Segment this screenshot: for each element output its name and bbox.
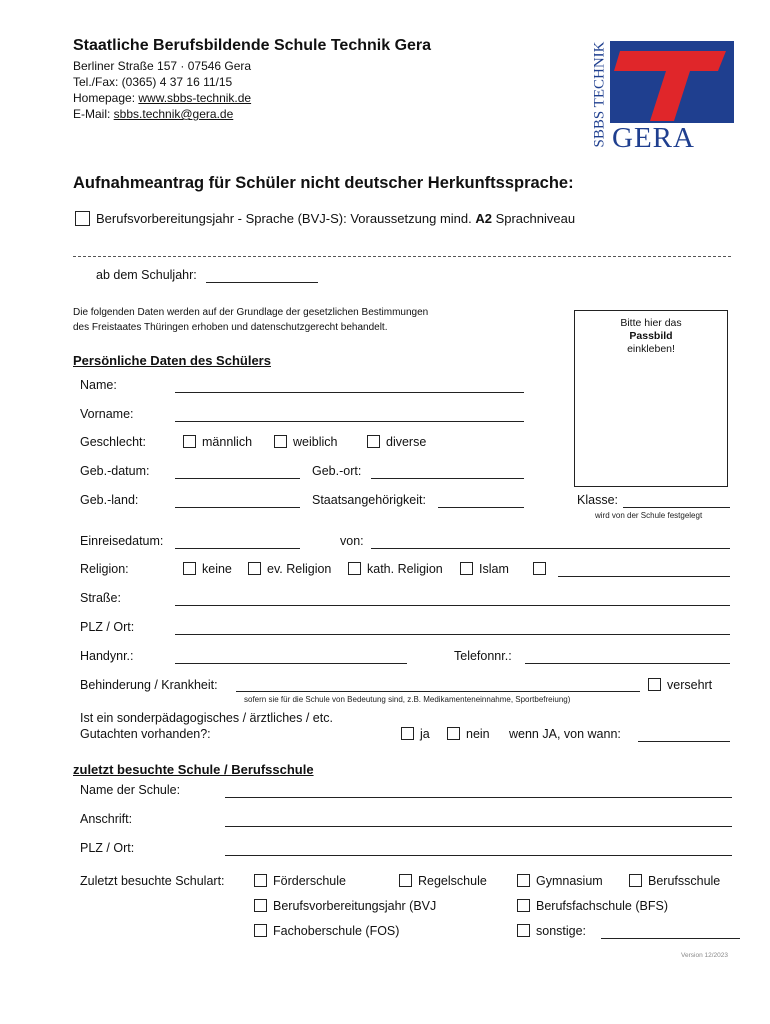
gender-weiblich-checkbox[interactable] xyxy=(274,435,287,448)
fos-checkbox[interactable] xyxy=(254,924,267,937)
wenn-ja-label: wenn JA, von wann: xyxy=(509,727,621,741)
school-year-label: ab dem Schuljahr: xyxy=(96,268,197,282)
geschlecht-label: Geschlecht: xyxy=(80,435,147,449)
gutachten-ja-checkbox[interactable] xyxy=(401,727,414,740)
homepage-link[interactable]: www.sbbs-technik.de xyxy=(138,91,252,105)
behinderung-field[interactable] xyxy=(236,691,640,692)
geb-ort-field[interactable] xyxy=(371,478,524,479)
behinderung-label: Behinderung / Krankheit: xyxy=(80,678,218,692)
von-field[interactable] xyxy=(371,548,730,549)
strasse-field[interactable] xyxy=(175,605,730,606)
religion-keine-checkbox[interactable] xyxy=(183,562,196,575)
handy-field[interactable] xyxy=(175,663,407,664)
school-email: E-Mail: sbbs.technik@gera.de xyxy=(73,107,234,121)
logo-city: GERA xyxy=(612,122,695,154)
school-logo xyxy=(588,36,738,154)
sonstige-field[interactable] xyxy=(601,938,740,939)
regelschule-checkbox[interactable] xyxy=(399,874,412,887)
email-link[interactable]: sbbs.technik@gera.de xyxy=(113,107,234,121)
telefon-label: Telefonnr.: xyxy=(454,649,512,663)
gymnasium-checkbox[interactable] xyxy=(517,874,530,887)
gender-maennlich-label: männlich xyxy=(202,435,253,449)
religion-other-checkbox[interactable] xyxy=(533,562,546,575)
bvj-checkbox[interactable] xyxy=(254,899,267,912)
schulart-label: Zuletzt besuchte Schulart: xyxy=(80,874,225,888)
gutachten-ja-label: ja xyxy=(420,727,430,741)
wenn-ja-field[interactable] xyxy=(638,741,730,742)
sonstige-label: sonstige: xyxy=(536,924,587,938)
personal-heading: Persönliche Daten des Schülers xyxy=(73,353,271,368)
photo-line-1: Bitte hier das xyxy=(620,317,682,329)
gender-diverse-label: diverse xyxy=(386,435,427,449)
photo-line-3: einkleben! xyxy=(627,343,675,355)
handy-label: Handynr.: xyxy=(80,649,134,663)
einreisedatum-field[interactable] xyxy=(175,548,300,549)
gutachten-nein-checkbox[interactable] xyxy=(447,727,460,740)
anschrift-label: Anschrift: xyxy=(80,812,133,826)
vorname-field[interactable] xyxy=(175,421,524,422)
regelschule-label: Regelschule xyxy=(418,874,487,888)
school-year-field[interactable] xyxy=(206,282,318,283)
religion-islam-label: Islam xyxy=(479,562,509,576)
version-label: Version 12/2023 xyxy=(681,952,728,959)
notice-line-1: Die folgenden Daten werden auf der Grundlage der gesetzlichen Bestimmungen xyxy=(73,307,429,318)
school-name: Staatliche Berufsbildende Schule Technik Gera xyxy=(73,37,432,54)
telefon-field[interactable] xyxy=(525,663,730,664)
bfs-checkbox[interactable] xyxy=(517,899,530,912)
strasse-label: Straße: xyxy=(80,591,121,605)
religion-kath-checkbox[interactable] xyxy=(348,562,361,575)
berufsschule-label: Berufsschule xyxy=(648,874,721,888)
geb-land-label: Geb.-land: xyxy=(80,493,139,507)
sonstige-checkbox[interactable] xyxy=(517,924,530,937)
notice-line-2: des Freistaates Thüringen erhoben und datenschutzgerecht behandelt. xyxy=(73,322,388,333)
geb-datum-label: Geb.-datum: xyxy=(80,464,150,478)
separator xyxy=(73,256,731,257)
bvj-s-checkbox[interactable] xyxy=(75,211,90,226)
gutachten-label-2: Gutachten vorhanden?: xyxy=(80,727,211,741)
gutachten-nein-label: nein xyxy=(466,727,490,741)
anschrift-field[interactable] xyxy=(225,826,732,827)
klasse-label: Klasse: xyxy=(577,493,618,507)
foerderschule-checkbox[interactable] xyxy=(254,874,267,887)
staatsangehoerigkeit-field[interactable] xyxy=(438,507,524,508)
school-address: Berliner Straße 157 · 07546 Gera xyxy=(73,59,252,73)
gutachten-label-1: Ist ein sonderpädagogisches / ärztliches / etc. xyxy=(80,711,333,725)
logo-t-shape-icon xyxy=(610,41,734,123)
klasse-field[interactable] xyxy=(623,507,730,508)
religion-keine-label: keine xyxy=(202,562,232,576)
religion-other-field[interactable] xyxy=(558,576,730,577)
school-phone: Tel./Fax: (0365) 4 37 16 11/15 xyxy=(73,75,233,89)
religion-ev-label: ev. Religion xyxy=(267,562,332,576)
versehrt-checkbox[interactable] xyxy=(648,678,661,691)
einreisedatum-label: Einreisedatum: xyxy=(80,534,164,548)
staatsangehoerigkeit-label: Staatsangehörigkeit: xyxy=(312,493,426,507)
gender-maennlich-checkbox[interactable] xyxy=(183,435,196,448)
gender-weiblich-label: weiblich xyxy=(293,435,338,449)
klasse-note: wird von der Schule festgelegt xyxy=(595,511,703,520)
gender-diverse-checkbox[interactable] xyxy=(367,435,380,448)
school-plz-ort-field[interactable] xyxy=(225,855,732,856)
photo-line-2: Passbild xyxy=(629,330,673,342)
logo-vertical-text: SBBS TECHNIK xyxy=(591,41,608,148)
behinderung-note: sofern sie für die Schule von Bedeutung sind, z.B. Medikamenteneinnahme, Sportbefreiung) xyxy=(244,695,571,704)
form-title: Aufnahmeantrag für Schüler nicht deutscher Herkunftssprache: xyxy=(73,174,574,192)
foerderschule-label: Förderschule xyxy=(273,874,346,888)
geb-datum-field[interactable] xyxy=(175,478,300,479)
photo-box xyxy=(574,310,728,487)
fos-label: Fachoberschule (FOS) xyxy=(273,924,400,938)
gymnasium-label: Gymnasium xyxy=(536,874,603,888)
vorname-label: Vorname: xyxy=(80,407,134,421)
name-label: Name: xyxy=(80,378,117,392)
bvj-s-label: Berufsvorbereitungsjahr - Sprache (BVJ-S): Voraussetzung mind. A2 Sprachniveau xyxy=(96,211,576,226)
religion-kath-label: kath. Religion xyxy=(367,562,443,576)
school-name-label: Name der Schule: xyxy=(80,783,181,797)
school-plz-ort-label: PLZ / Ort: xyxy=(80,841,135,855)
bfs-label: Berufsfachschule (BFS) xyxy=(536,899,668,913)
religion-label: Religion: xyxy=(80,562,129,576)
geb-land-field[interactable] xyxy=(175,507,300,508)
name-field[interactable] xyxy=(175,392,524,393)
versehrt-label: versehrt xyxy=(667,678,713,692)
religion-ev-checkbox[interactable] xyxy=(248,562,261,575)
school-heading: zuletzt besuchte Schule / Berufsschule xyxy=(73,762,314,777)
von-label: von: xyxy=(340,534,364,548)
geb-ort-label: Geb.-ort: xyxy=(312,464,362,478)
school-homepage: Homepage: www.sbbs-technik.de xyxy=(73,91,252,105)
religion-islam-checkbox[interactable] xyxy=(460,562,473,575)
school-name-field[interactable] xyxy=(225,797,732,798)
plz-ort-label: PLZ / Ort: xyxy=(80,620,135,634)
berufsschule-checkbox[interactable] xyxy=(629,874,642,887)
bvj-label: Berufsvorbereitungsjahr (BVJ xyxy=(273,899,437,913)
plz-ort-field[interactable] xyxy=(175,634,730,635)
